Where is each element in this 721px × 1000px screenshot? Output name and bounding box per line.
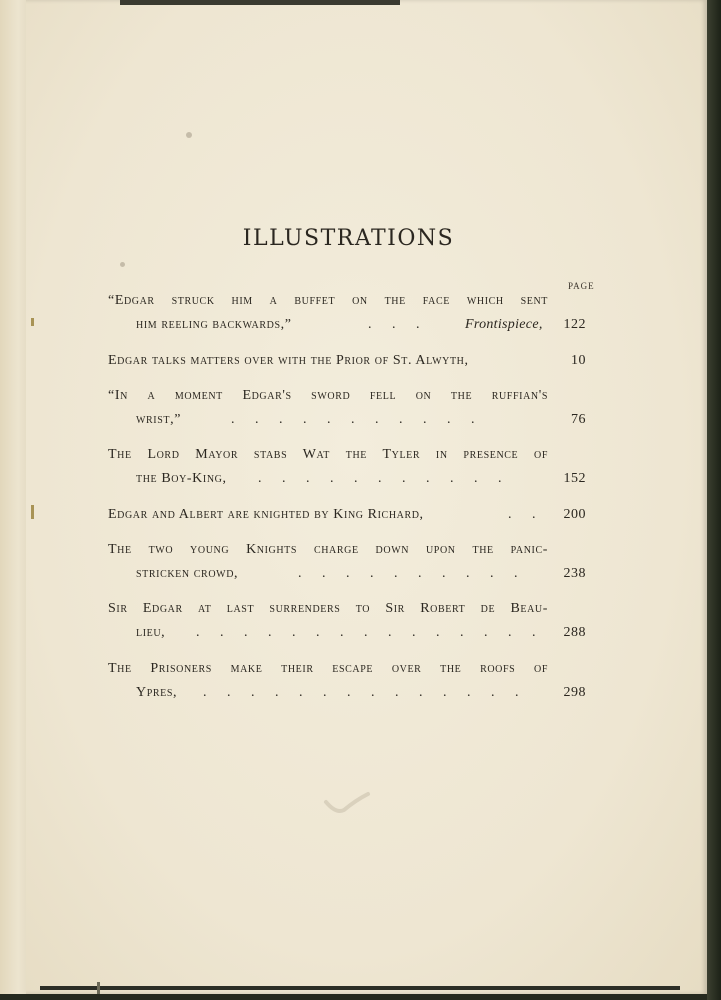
- page-column-label: PAGE: [568, 281, 595, 291]
- leader-dots: . . . . . . . . . . .: [231, 412, 483, 427]
- page-number: 152: [563, 471, 586, 486]
- entry-caption-text: Edgar and Albert are knighted by King Richard,: [108, 507, 424, 522]
- entry-caption-text: Ypres,: [136, 685, 178, 700]
- entry-caption-line: The two young Knights charge down upon the panic-: [108, 542, 548, 557]
- paper-spot: [120, 262, 125, 267]
- entry-caption-line: [108, 408, 586, 432]
- entry-caption-text: stricken crowd,: [136, 566, 239, 581]
- leader-dots: . . . . . . . . . . .: [258, 471, 510, 486]
- margin-mark: [97, 982, 100, 994]
- leader-dots: . . .: [368, 317, 428, 332]
- illustration-entry: [108, 384, 586, 432]
- page-bottom-edge: [40, 986, 680, 990]
- illustration-entry: [108, 597, 586, 645]
- leader-dots: . .: [508, 507, 544, 522]
- margin-mark: [31, 505, 34, 519]
- leader-dots: . . . . . . . . . . . . . . .: [196, 625, 544, 640]
- frontispiece-note: Frontispiece,: [465, 317, 543, 332]
- entry-caption-line: [108, 467, 586, 491]
- paper-stain: [322, 788, 372, 818]
- entry-caption-line: [108, 562, 586, 586]
- entry-caption-line: [108, 349, 586, 373]
- page-gutter: [0, 0, 26, 994]
- page-heading: ILLUSTRATIONS: [242, 226, 455, 251]
- illustration-entry: [108, 443, 586, 491]
- page-number: 298: [563, 685, 586, 700]
- margin-mark: [31, 318, 34, 326]
- entry-caption-line: [108, 681, 586, 705]
- entry-caption-text: lieu,: [136, 625, 166, 640]
- entry-caption-line: “Edgar struck him a buffet on the face which sent: [108, 293, 548, 308]
- entry-caption-line: [108, 503, 586, 527]
- entry-caption-text: the Boy-King,: [136, 471, 227, 486]
- page-number: 10: [571, 353, 586, 368]
- page-top-edge: [120, 0, 400, 5]
- entry-caption-line: [108, 313, 586, 337]
- leader-dots: . . . . . . . . . .: [298, 566, 526, 581]
- book-spine: [707, 0, 721, 1000]
- page-number: 200: [563, 507, 586, 522]
- illustration-entry: [108, 349, 586, 373]
- entry-caption-line: [108, 621, 586, 645]
- page-number: 288: [563, 625, 586, 640]
- entry-caption-line: “In a moment Edgar's sword fell on the ruffian's: [108, 388, 548, 403]
- entry-caption-text: wrist,”: [136, 412, 182, 427]
- entry-caption-line: The Lord Mayor stabs Wat the Tyler in presence of: [108, 447, 548, 462]
- page-number: 76: [571, 412, 586, 427]
- illustration-entry: [108, 289, 586, 337]
- entry-caption-line: Sir Edgar at last surrenders to Sir Robert de Beau-: [108, 601, 548, 616]
- entry-caption-text: Edgar talks matters over with the Prior of St. Alwyth,: [108, 353, 469, 368]
- page-number: 238: [563, 566, 586, 581]
- leader-dots: . . . . . . . . . . . . . .: [203, 685, 527, 700]
- illustration-entry: [108, 538, 586, 586]
- page-number: 122: [563, 317, 586, 332]
- entry-caption-text: him reeling backwards,”: [136, 317, 292, 332]
- entry-caption-line: The Prisoners make their escape over the roofs of: [108, 661, 548, 676]
- illustration-entry: [108, 503, 586, 527]
- illustration-entry: [108, 657, 586, 705]
- paper-spot: [186, 132, 192, 138]
